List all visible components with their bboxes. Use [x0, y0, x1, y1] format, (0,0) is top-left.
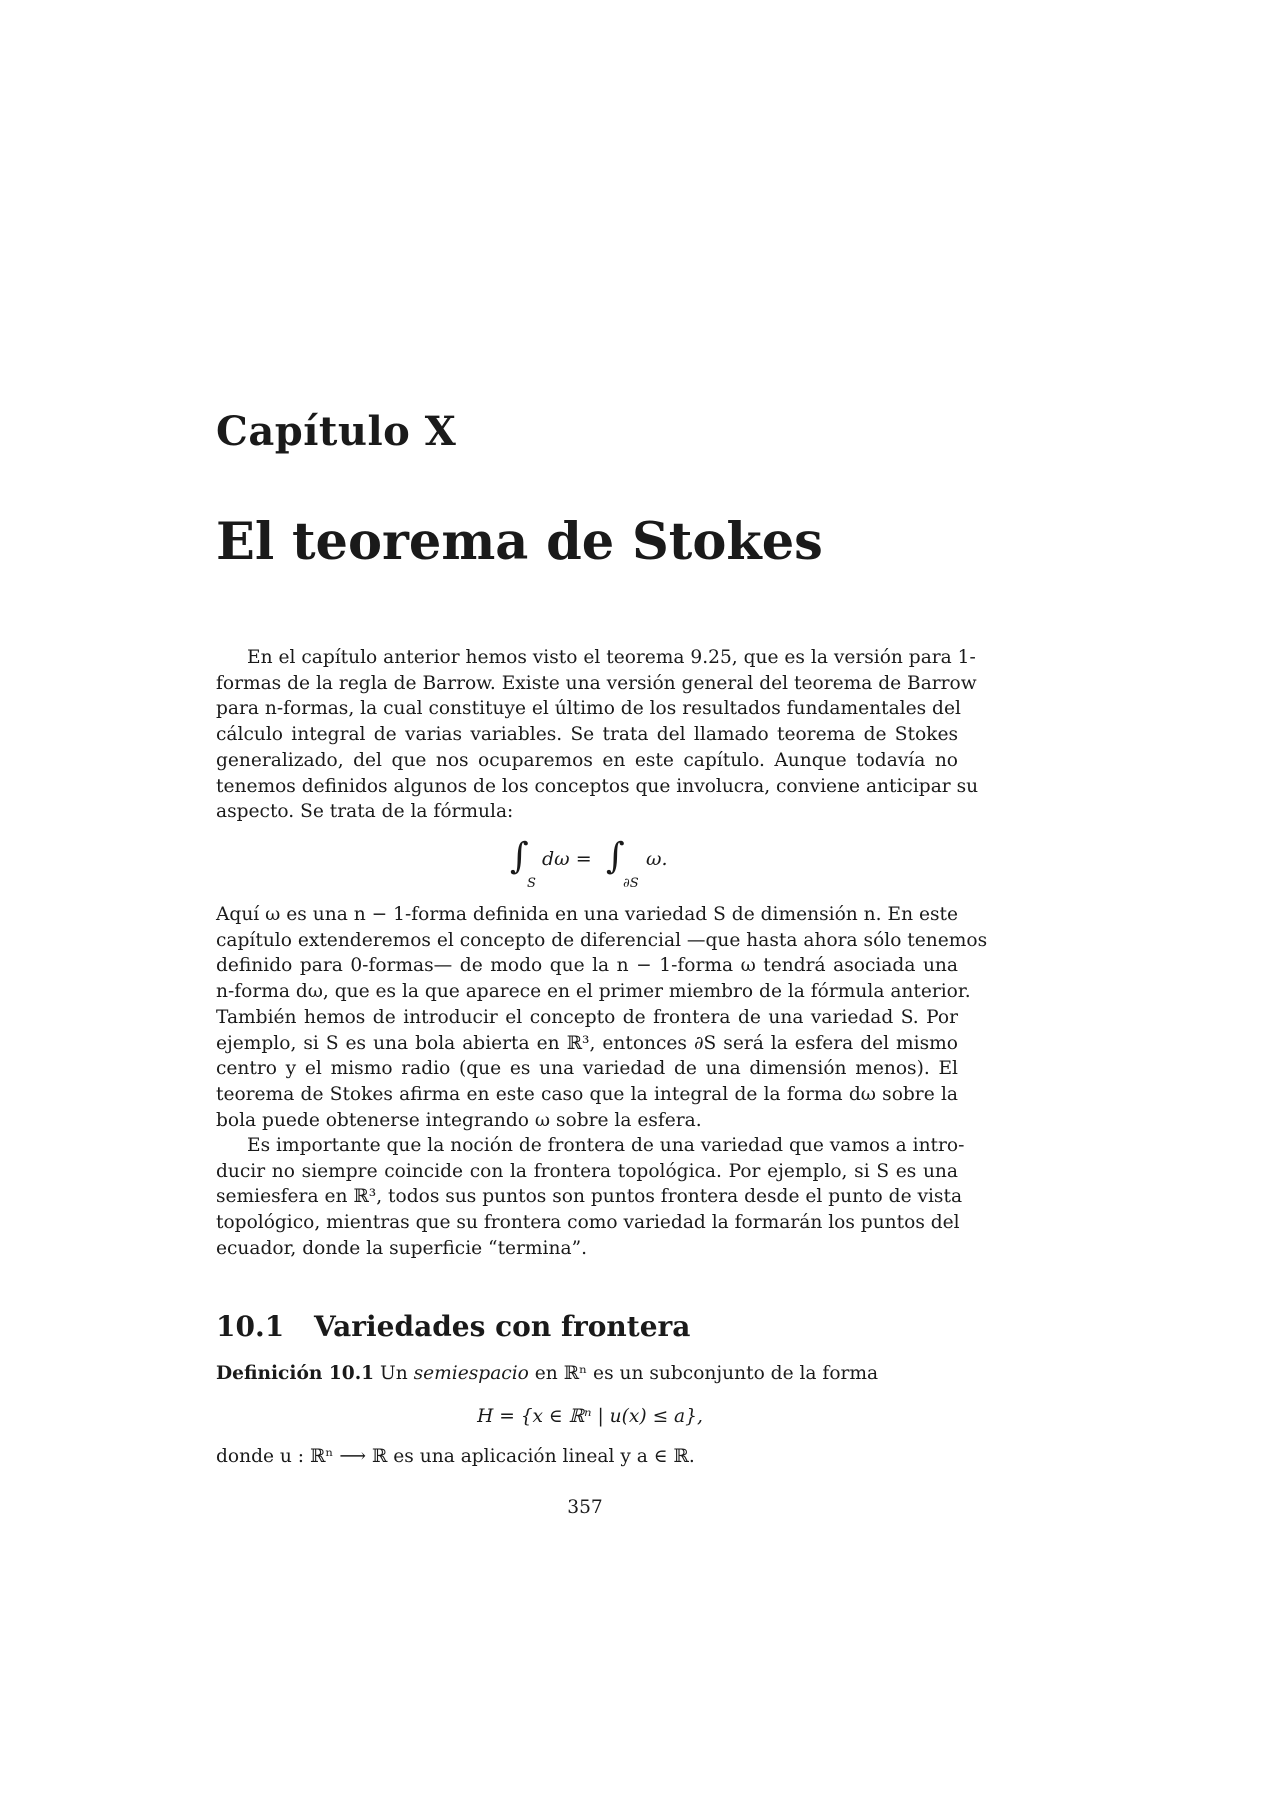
text-line: Aquí ω es una n − 1-forma definida en una variedad S de dimensión n. En este	[216, 904, 958, 925]
integral-sign-lhs: ∫	[510, 836, 529, 877]
text-line: formas de la regla de Barrow. Existe una versión general del teorema de Barrow	[216, 672, 977, 694]
text-line: cálculo integral de varias variables. Se trata del llamado teorema de Stokes	[216, 724, 958, 746]
stokes-formula	[510, 836, 710, 894]
text-line: topológico, mientras que su frontera como variedad la formarán los puntos del	[216, 1212, 960, 1234]
halfspace-equation	[0, 1406, 1180, 1427]
intro-paragraph-2	[216, 902, 988, 1133]
definition-text-after: en ℝⁿ es un subconjunto de la forma	[534, 1363, 879, 1384]
definition-label: Definición 10.1	[216, 1363, 375, 1384]
text-line: ecuador, donde la superficie “termina”.	[216, 1237, 587, 1259]
intro-paragraph-3	[216, 1133, 965, 1262]
text-line: bola puede obtenerse integrando ω sobre la esfera.	[216, 1109, 702, 1131]
text-line: En el capítulo anterior hemos visto el teorema 9.25, que es la versión para 1-	[247, 647, 976, 668]
integral-lhs-integrand: dω =	[542, 848, 592, 870]
definition-term: semiespacio	[413, 1363, 529, 1384]
integral-lhs-domain: S	[527, 876, 536, 891]
integral-sign-rhs: ∫	[606, 836, 625, 877]
text-line: para n-formas, la cual constituye el último de los resultados fundamentales del	[216, 698, 961, 720]
text-line: capítulo extenderemos el concepto de diferencial —que hasta ahora sólo tenemos	[216, 929, 988, 951]
text-line: También hemos de introducir el concepto de frontera de una variedad S. Por	[216, 1006, 958, 1028]
text-line: Es importante que la noción de frontera de una variedad que vamos a intro-	[247, 1135, 965, 1156]
intro-paragraph-1	[216, 645, 979, 825]
integral-rhs-domain: ∂S	[623, 876, 639, 891]
text-line: ducir no siempre coincide con la frontera topológica. Por ejemplo, si S es una	[216, 1160, 958, 1182]
text-line: tenemos definidos algunos de los conceptos que involucra, conviene anticipar su	[216, 775, 979, 797]
text-line: centro y el mismo radio (que es una variedad de una dimensión menos). El	[216, 1058, 958, 1080]
text-line: definido para 0-formas— de modo que la n − 1-forma ω tendrá asociada una	[216, 955, 958, 977]
text-line: aspecto. Se trata de la fórmula:	[216, 801, 514, 823]
section-title: Variedades con frontera	[314, 1310, 691, 1343]
chapter-label: Capítulo X	[216, 408, 457, 455]
section-heading	[216, 1310, 690, 1343]
equation-text: H = {x ∈ ℝⁿ | u(x) ≤ a},	[477, 1406, 703, 1427]
chapter-title: El teorema de Stokes	[216, 512, 823, 572]
text-line: ejemplo, si S es una bola abierta en ℝ³, entonces ∂S será la esfera del mismo	[216, 1032, 958, 1054]
definition-text-before: Un	[380, 1363, 408, 1384]
text-line: n-forma dω, que es la que aparece en el primer miembro de la fórmula anterior.	[216, 981, 971, 1003]
definition-continuation: donde u : ℝⁿ ⟶ ℝ es una aplicación lineal y a ∈ ℝ.	[216, 1446, 695, 1467]
definition-10-1	[216, 1361, 958, 1387]
text-line: teorema de Stokes afirma en este caso que la integral de la forma dω sobre la	[216, 1083, 958, 1105]
integral-rhs-integrand: ω.	[646, 848, 668, 870]
text-line: semiesfera en ℝ³, todos sus puntos son puntos frontera desde el punto de vista	[216, 1186, 963, 1208]
section-number: 10.1	[216, 1310, 285, 1343]
text-line: generalizado, del que nos ocuparemos en este capítulo. Aunque todavía no	[216, 749, 958, 771]
page-number: 357	[567, 1497, 603, 1518]
